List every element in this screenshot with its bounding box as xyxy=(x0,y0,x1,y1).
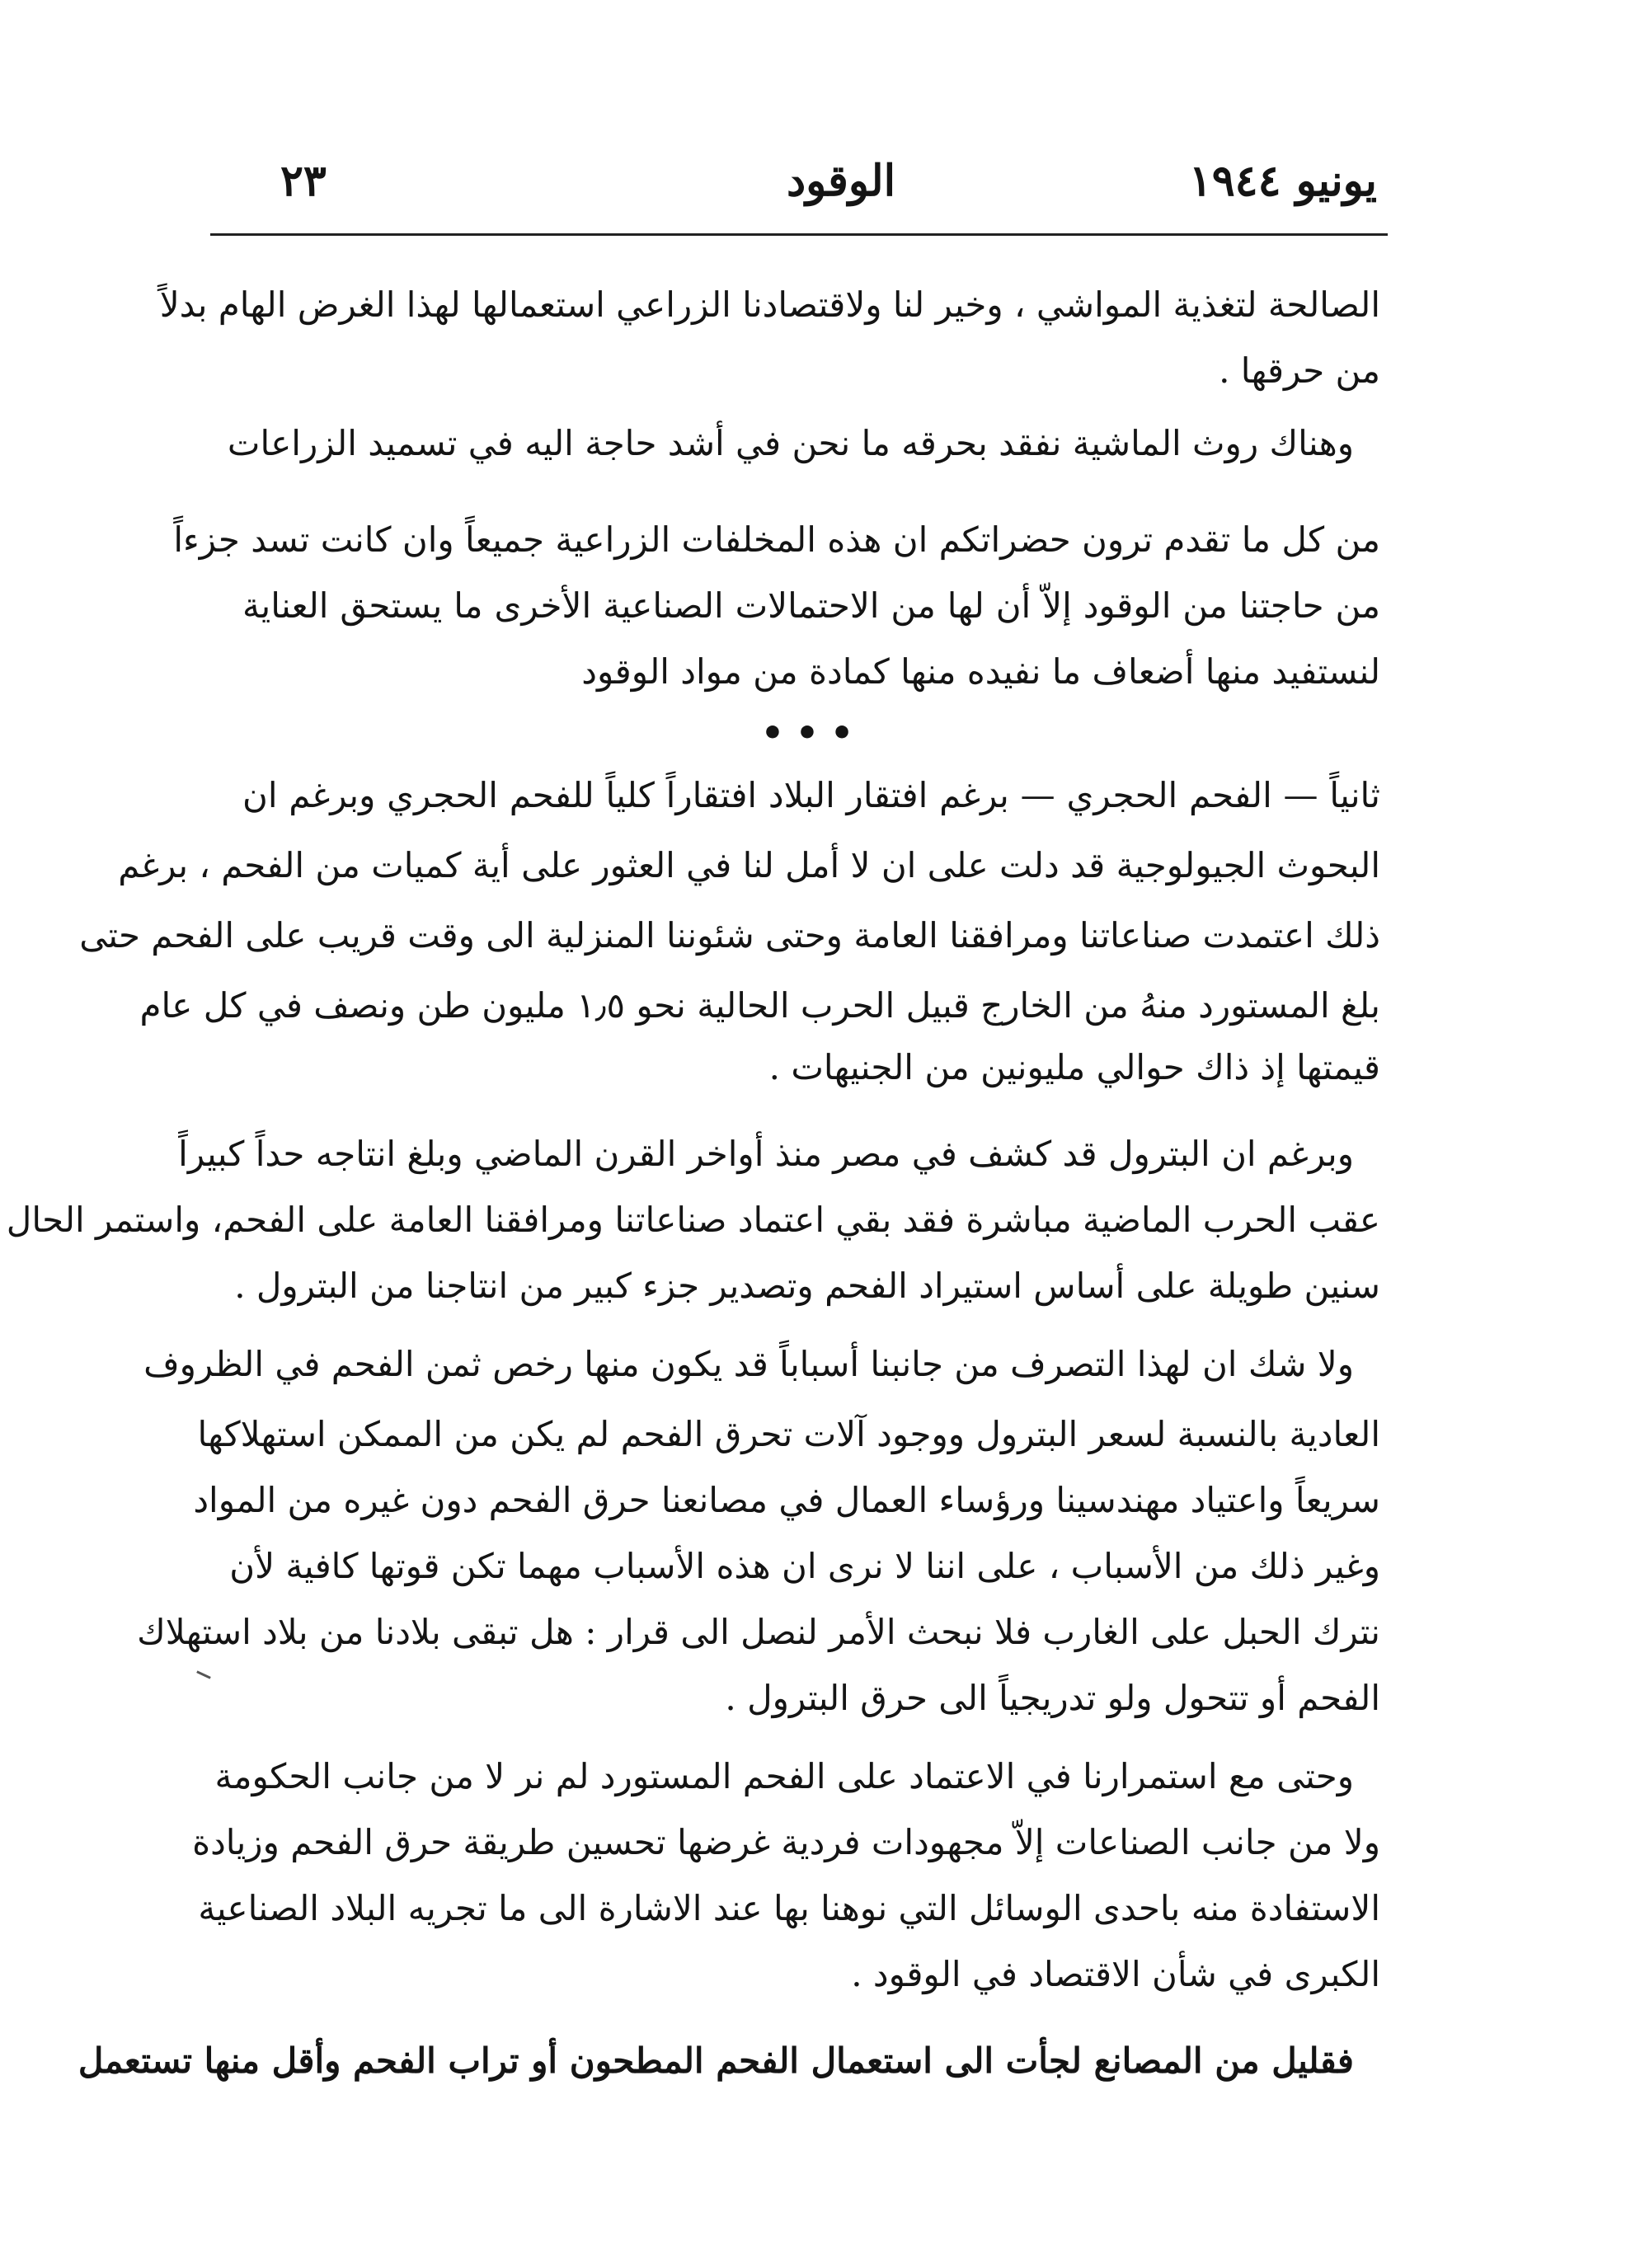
page-header xyxy=(280,148,1377,214)
text-line: فقليل من المصانع لجأت الى استعمال الفحم المطحون أو تراب الفحم وأقل منها تستعمل xyxy=(78,2040,1354,2081)
text-line: وحتى مع استمرارنا في الاعتماد على الفحم المستورد لم نر لا من جانب الحكومة xyxy=(214,1756,1354,1796)
text-line: عقب الحرب الماضية مباشرة فقد بقي اعتماد صناعاتنا ومرافقنا العامة على الفحم، واستمر الحال xyxy=(6,1200,1380,1240)
text-line: ذلك اعتمدت صناعاتنا ومرافقنا العامة وحتى شئوننا المنزلية الى وقت قريب على الفحم حتى xyxy=(79,915,1380,956)
text-line: قيمتها إذ ذاك حوالي مليونين من الجنيهات . xyxy=(768,1047,1380,1087)
margin-mark xyxy=(196,1670,211,1679)
page-number: ٢٣ xyxy=(280,156,327,206)
text-line: العادية بالنسبة لسعر البترول ووجود آلات تحرق الفحم لم يكن من الممكن استهلاكها xyxy=(197,1414,1380,1454)
text-line: وبرغم ان البترول قد كشف في مصر منذ أواخر القرن الماضي وبلغ انتاجه حداً كبيراً xyxy=(178,1134,1354,1174)
text-line: من حرقها . xyxy=(1219,350,1380,391)
text-line: بلغ المستورد منهُ من الخارج قبيل الحرب الحالية نحو ١٫٥ مليون طن ونصف في كل عام xyxy=(139,985,1380,1026)
header-title: الوقود xyxy=(786,156,896,206)
text-line: نترك الحبل على الغارب فلا نبحث الأمر لنصل الى قرار : هل تبقى بلادنا من بلاد استهلاك xyxy=(137,1612,1380,1652)
text-line: من حاجتنا من الوقود إلاّ أن لها من الاحتمالات الصناعية الأخرى ما يستحق العناية xyxy=(242,585,1380,626)
text-line: وغير ذلك من الأسباب ، على اننا لا نرى ان هذه الأسباب مهما تكن قوتها كافية لأن xyxy=(229,1546,1380,1586)
text-line: لنستفيد منها أضعاف ما نفيده منها كمادة من مواد الوقود xyxy=(581,651,1380,692)
text-line: ولا من جانب الصناعات إلاّ مجهودات فردية غرضها تحسين طريقة حرق الفحم وزيادة xyxy=(192,1822,1380,1862)
section-separator: ••• xyxy=(760,712,866,754)
text-line: من كل ما تقدم ترون حضراتكم ان هذه المخلفات الزراعية جميعاً وان كانت تسد جزءاً xyxy=(173,519,1380,560)
text-line: سنين طويلة على أساس استيراد الفحم وتصدير جزء كبير من انتاجنا من البترول . xyxy=(234,1265,1380,1306)
header-date: يونيو ١٩٤٤ xyxy=(1188,156,1377,206)
text-line: سريعاً واعتياد مهندسينا ورؤساء العمال في مصانعنا حرق الفحم دون غيره من المواد xyxy=(193,1480,1380,1520)
text-line: الصالحة لتغذية المواشي ، وخير لنا ولاقتصادنا الزراعي استعمالها لهذا الغرض الهام بدلاً xyxy=(159,284,1380,325)
text-line: الاستفادة منه باحدى الوسائل التي نوهنا بها عند الاشارة الى ما تجريه البلاد الصناعية xyxy=(198,1888,1380,1928)
header-rule xyxy=(210,233,1388,236)
text-line: الفحم أو تتحول ولو تدريجياً الى حرق البترول . xyxy=(725,1678,1380,1718)
text-line: ثانياً — الفحم الحجري — برغم افتقار البلاد افتقاراً كلياً للفحم الحجري وبرغم ان xyxy=(242,775,1380,815)
text-line: البحوث الجيولوجية قد دلت على ان لا أمل لنا في العثور على أية كميات من الفحم ، برغم xyxy=(118,845,1380,885)
text-line: ولا شك ان لهذا التصرف من جانبنا أسباباً قد يكون منها رخص ثمن الفحم في الظروف xyxy=(143,1344,1354,1384)
text-line: الكبرى في شأن الاقتصاد في الوقود . xyxy=(851,1954,1380,1994)
text-line: وهناك روث الماشية نفقد بحرقه ما نحن في أشد حاجة اليه في تسميد الزراعات xyxy=(227,423,1354,463)
